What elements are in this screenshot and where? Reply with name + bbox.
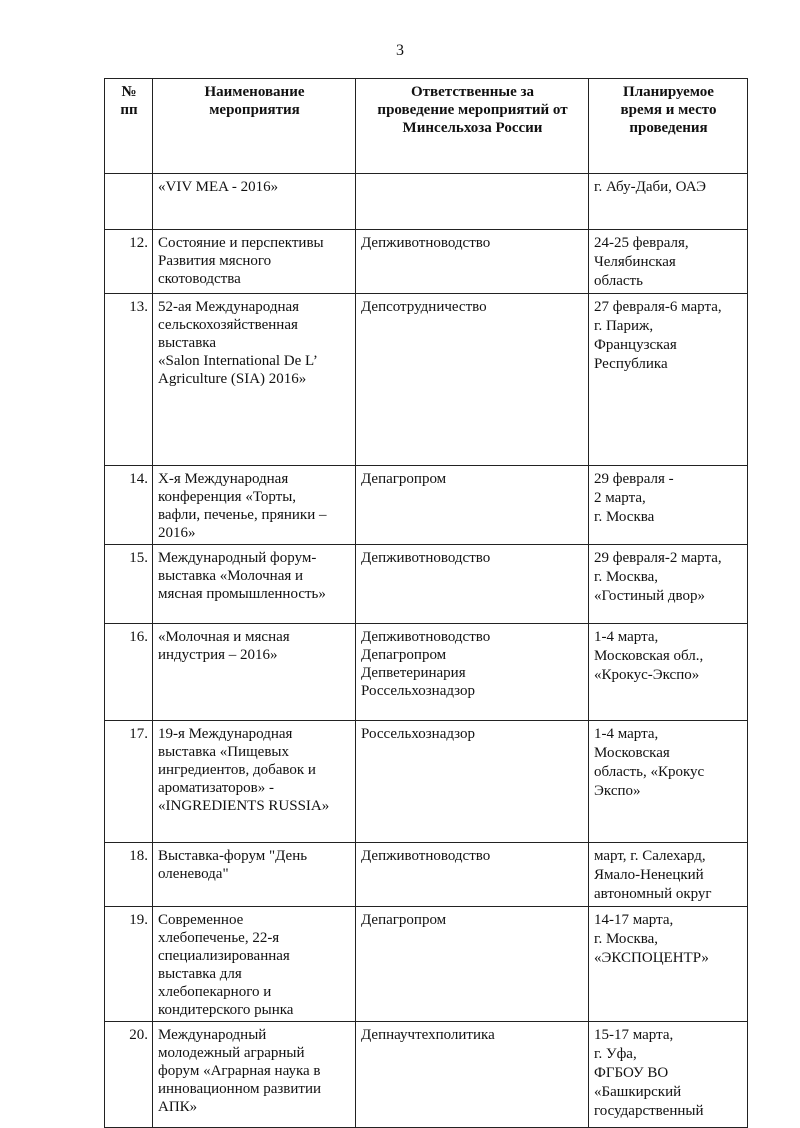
time-place-line: «Гостиный двор» [594, 588, 705, 604]
responsible-cell [356, 174, 589, 230]
responsible-cell [356, 907, 589, 1022]
row-number: 18. [105, 843, 153, 907]
responsible-line: Депживотноводство [361, 848, 491, 864]
time-place-cell [589, 466, 748, 545]
page-number: 3 [396, 42, 404, 59]
time-place-line: г. Москва [594, 509, 655, 525]
event-name-line: «Молочная и мясная [158, 629, 290, 645]
table-row [105, 843, 748, 907]
header-time-place: Планируемое время и место проведения [589, 79, 748, 174]
time-place-line: область, «Крокус [594, 764, 705, 780]
time-place-line: государственный [594, 1103, 704, 1119]
time-place-line: Экспо» [594, 783, 641, 799]
event-name-line: ароматизаторов» - [158, 780, 274, 796]
row-number: 14. [105, 466, 153, 545]
time-place-cell [589, 545, 748, 624]
time-place-line: г. Уфа, [594, 1046, 637, 1062]
table-row [105, 624, 748, 721]
event-name-cell [153, 907, 356, 1022]
time-place-cell [589, 907, 748, 1022]
row-number: 16. [105, 624, 153, 721]
event-name-line: 2016» [158, 525, 196, 541]
time-place-line: 27 февраля-6 марта, [594, 299, 722, 315]
responsible-line: Депживотноводство [361, 629, 491, 645]
responsible-cell [356, 294, 589, 466]
table-row [105, 1022, 748, 1128]
row-number: 15. [105, 545, 153, 624]
time-place-line: г. Москва, [594, 569, 659, 585]
responsible-line: Депнаучтехполитика [361, 1027, 495, 1043]
table-row [105, 545, 748, 624]
time-place-cell [589, 230, 748, 294]
event-name-line: Agriculture (SIA) 2016» [158, 371, 307, 387]
time-place-cell [589, 174, 748, 230]
time-place-line: Ямало-Ненецкий [594, 867, 704, 883]
event-name-cell [153, 843, 356, 907]
table-row [105, 294, 748, 466]
responsible-cell [356, 624, 589, 721]
time-place-line: 29 февраля - [594, 471, 674, 487]
event-name-cell [153, 294, 356, 466]
event-name-line: мясная промышленность» [158, 586, 326, 602]
row-number [105, 174, 153, 230]
responsible-cell [356, 545, 589, 624]
event-name-line: выставка «Пищевых [158, 744, 289, 760]
responsible-cell [356, 230, 589, 294]
event-name-line: сельскохозяйственная [158, 317, 298, 333]
event-name-line: Выставка-форум "День [158, 848, 308, 864]
responsible-line: Депживотноводство [361, 550, 491, 566]
event-name-line: «Salon International De L’ [158, 353, 318, 369]
event-name-cell [153, 624, 356, 721]
event-name-line: оленевода" [158, 866, 229, 882]
time-place-cell [589, 624, 748, 721]
responsible-line: Депагропром [361, 471, 447, 487]
event-name-cell [153, 721, 356, 843]
event-name-line: «VIV MEA - 2016» [158, 179, 279, 195]
responsible-cell [356, 1022, 589, 1128]
event-name-cell [153, 174, 356, 230]
time-place-line: Московская обл., [594, 648, 704, 664]
time-place-line: г. Москва, [594, 931, 659, 947]
time-place-line: Республика [594, 356, 668, 372]
table-row [105, 174, 748, 230]
events-table [104, 78, 748, 1128]
responsible-line: Россельхознадзор [361, 726, 476, 742]
event-name-line: индустрия – 2016» [158, 647, 278, 663]
event-name-line: 19-я Международная [158, 726, 293, 742]
event-name-line: 52-ая Международная [158, 299, 300, 315]
time-place-cell [589, 294, 748, 466]
table-row [105, 907, 748, 1022]
time-place-line: 24-25 февраля, [594, 235, 689, 251]
time-place-line: март, г. Салехард, [594, 848, 706, 864]
time-place-line: ФГБОУ ВО [594, 1065, 669, 1081]
responsible-cell [356, 466, 589, 545]
time-place-line: 1-4 марта, [594, 726, 659, 742]
table-row [105, 466, 748, 545]
event-name-line: Современное [158, 912, 244, 928]
event-name-line: ингредиентов, добавок и [158, 762, 316, 778]
responsible-line: Депживотноводство [361, 235, 491, 251]
header-row [105, 79, 748, 174]
time-place-line: 2 марта, [594, 490, 646, 506]
header-event-name: Наименование мероприятия [153, 79, 356, 174]
time-place-line: Московская [594, 745, 670, 761]
event-name-line: «INGREDIENTS RUSSIA» [158, 798, 330, 814]
event-name-line: выставка для [158, 966, 242, 982]
time-place-line: «Башкирский [594, 1084, 682, 1100]
time-place-cell [589, 843, 748, 907]
event-name-cell [153, 1022, 356, 1128]
event-name-line: Международный [158, 1027, 267, 1043]
event-name-cell [153, 230, 356, 294]
time-place-line: 15-17 марта, [594, 1027, 674, 1043]
event-name-line: специализированная [158, 948, 290, 964]
event-name-line: Международный форум- [158, 550, 317, 566]
event-name-line: Х-я Международная [158, 471, 289, 487]
header-number: № пп [105, 79, 153, 174]
header-responsible: Ответственные за проведение мероприятий от Минсельхоза России [356, 79, 589, 174]
event-name-line: конференция «Торты, [158, 489, 297, 505]
time-place-line: область [594, 273, 643, 289]
responsible-line: Депветеринария [361, 665, 466, 681]
row-number: 12. [105, 230, 153, 294]
time-place-line: 14-17 марта, [594, 912, 674, 928]
table-row [105, 230, 748, 294]
responsible-line: Россельхознадзор [361, 683, 476, 699]
event-name-line: кондитерского рынка [158, 1002, 294, 1018]
responsible-cell [356, 721, 589, 843]
event-name-line: молодежный аграрный [158, 1045, 305, 1061]
row-number: 20. [105, 1022, 153, 1128]
time-place-line: Французская [594, 337, 677, 353]
event-name-cell [153, 545, 356, 624]
table-row [105, 721, 748, 843]
time-place-line: 1-4 марта, [594, 629, 659, 645]
event-name-line: форум «Аграрная наука в [158, 1063, 321, 1079]
time-place-line: г. Абу-Даби, ОАЭ [594, 179, 707, 195]
responsible-line: Депагропром [361, 647, 447, 663]
row-number: 19. [105, 907, 153, 1022]
event-name-line: хлебопеченье, 22-я [158, 930, 280, 946]
event-name-line: Состояние и перспективы [158, 235, 324, 251]
event-name-line: вафли, печенье, пряники – [158, 507, 327, 523]
event-name-cell [153, 466, 356, 545]
time-place-line: «ЭКСПОЦЕНТР» [594, 950, 709, 966]
time-place-cell [589, 1022, 748, 1128]
time-place-line: г. Париж, [594, 318, 654, 334]
time-place-line: «Крокус-Экспо» [594, 667, 700, 683]
events-table-body [105, 174, 748, 1128]
time-place-line: 29 февраля-2 марта, [594, 550, 722, 566]
event-name-line: выставка «Молочная и [158, 568, 304, 584]
responsible-line: Депагропром [361, 912, 447, 928]
row-number: 17. [105, 721, 153, 843]
time-place-line: автономный округ [594, 886, 712, 902]
event-name-line: хлебопекарного и [158, 984, 272, 1000]
event-name-line: Развития мясного [158, 253, 272, 269]
time-place-cell [589, 721, 748, 843]
event-name-line: АПК» [158, 1099, 198, 1115]
responsible-line: Депсотрудничество [361, 299, 487, 315]
event-name-line: скотоводства [158, 271, 241, 287]
time-place-line: Челябинская [594, 254, 676, 270]
event-name-line: выставка [158, 335, 217, 351]
row-number: 13. [105, 294, 153, 466]
responsible-cell [356, 843, 589, 907]
event-name-line: инновационном развитии [158, 1081, 321, 1097]
